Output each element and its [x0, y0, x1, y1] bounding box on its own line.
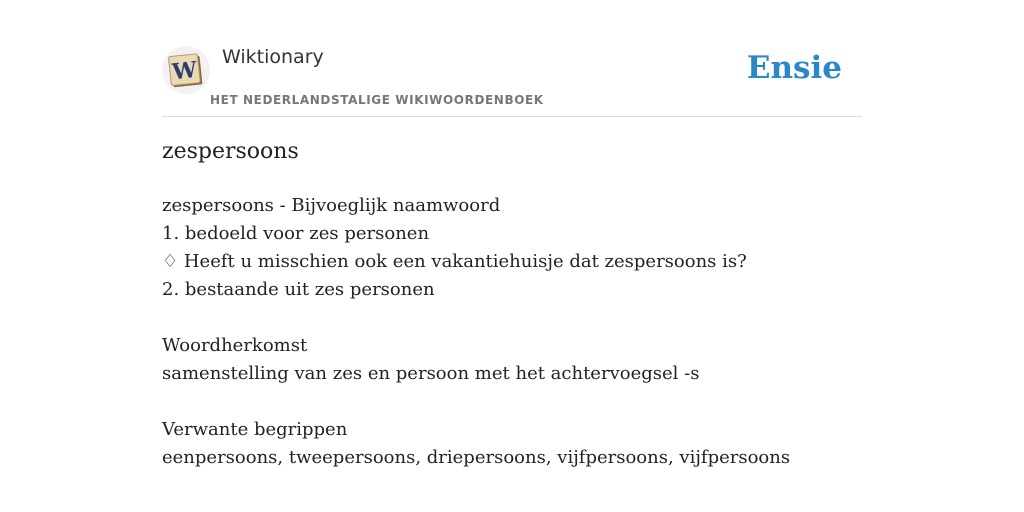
page-title: zespersoons	[162, 139, 299, 164]
site-tagline: HET NEDERLANDSTALIGE WIKIWOORDENBOEK	[210, 93, 544, 107]
example-sentence: ♢ Heeft u misschien ook een vakantiehuisje dat zespersoons is?	[162, 251, 747, 272]
etymology-heading: Woordherkomst	[162, 335, 308, 356]
logo-letter: W	[170, 56, 199, 86]
site-header	[162, 44, 862, 117]
spacer	[162, 388, 862, 416]
definition-1: 1. bedoeld voor zes personen	[162, 223, 430, 244]
related-terms: eenpersoons, tweepersoons, driepersoons, vijfpersoons, vijfpersoons	[162, 447, 791, 468]
definition-2: 2. bestaande uit zes personen	[162, 279, 435, 300]
entry-content	[162, 192, 862, 472]
site-name[interactable]: Wiktionary	[222, 46, 324, 68]
ensie-brand-link[interactable]: Ensie	[746, 50, 842, 86]
entry-heading: zespersoons - Bijvoeglijk naamwoord	[162, 195, 501, 216]
spacer	[162, 304, 862, 332]
etymology-text: samenstelling van zes en persoon met het achtervoegsel -s	[162, 363, 700, 384]
related-heading: Verwante begrippen	[162, 419, 348, 440]
wiktionary-logo-icon[interactable]	[162, 46, 210, 94]
